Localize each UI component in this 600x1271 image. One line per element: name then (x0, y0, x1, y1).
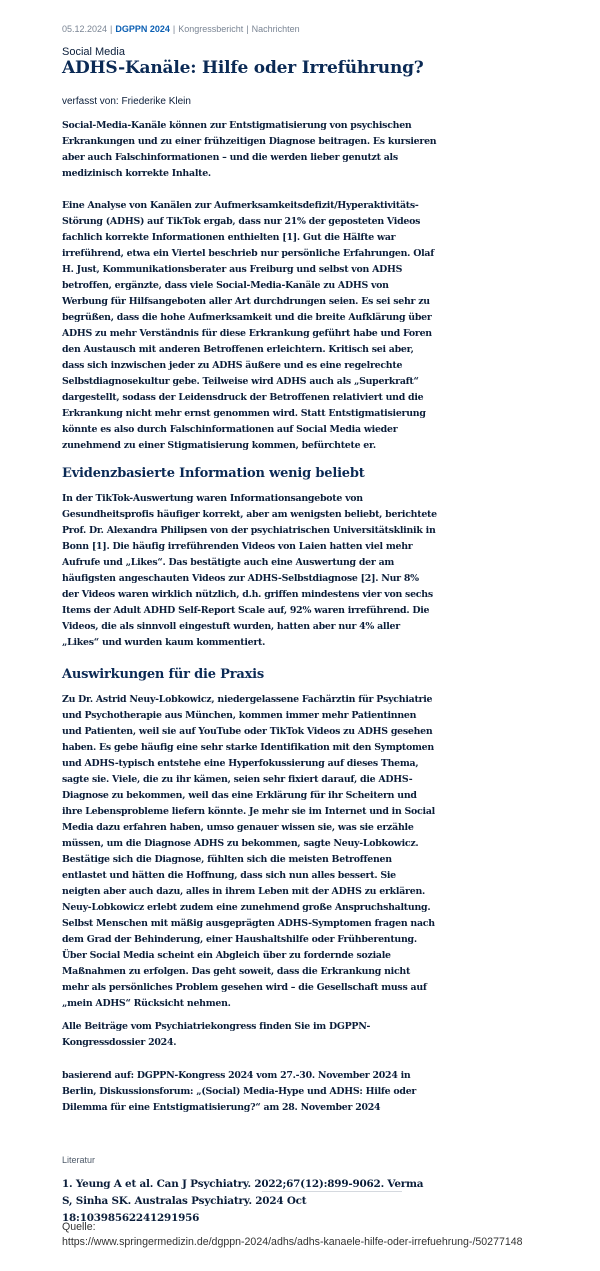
source-block (62, 1220, 592, 1250)
literature-text: 1. Yeung A et al. Can J Psychiatry. 2022;67(12):899-9062. Verma S, Sinha SK. Australas Psychiatry. 2024 Oct 18:10398562241291956 (62, 1178, 424, 1224)
source-label: Quelle: (62, 1221, 96, 1233)
article-paragraph-2: In der TikTok-Auswertung waren Informationsangebote von Gesundheitsprofis häufiger korrekt, aber am wenigsten beliebt, berichtete Prof. Dr. Alexandra Philipsen von der psychiatrischen Universitätsklinik in Bonn [1]. Die häufig irreführenden Videos von Laien hatten viel mehr Aufrufe und „Likes“. Das bestätigte auch eine Auswertung der am häufigsten angeschauten Videos zur ADHS-Selbstdiagnose [2]. Nur 8% der Videos waren wirklich nützlich, d.h. griffen mindestens vier von sechs Items der Adult ADHD Self-Report Scale auf, 92% waren irreführend. Die Videos, die als sinnvoll eingestuft wurden, hatten aber nur 4% aller „Likes“ und wurden kaum kommentiert. (62, 493, 437, 648)
article-rubric: Social Media (62, 46, 125, 58)
section-heading-evidence: Evidenzbasierte Information wenig beliebt (62, 466, 365, 481)
source-url[interactable]: https://www.springermedizin.de/dgppn-2024/adhs/adhs-kanaele-hilfe-oder-irrefuehrung-/50277148 (62, 1236, 523, 1248)
dossier-note: Alle Beiträge vom Psychiatriekongress finden Sie im DGPPN-Kongressdossier 2024. (62, 1021, 371, 1048)
article-title: ADHS-Kanäle: Hilfe oder Irreführung? (62, 58, 424, 78)
meta-separator: | (110, 24, 113, 34)
source-note: basierend auf: DGPPN-Kongress 2024 vom 27.-30. November 2024 in Berlin, Diskussionsforum: „(Social) Media-Hype und ADHS: Hilfe oder Dilemma für eine Entstigmatisierung?“ am 28. November 2024 (62, 1070, 417, 1113)
article-paragraph-1: Eine Analyse von Kanälen zur Aufmerksamkeitsdefizit/Hyperaktivitäts-Störung (ADHS) auf TikTok ergab, dass nur 21% der geposteten Videos fachlich korrekte Informationen enthielten [1]. Gut die Hälfte war irreführend, etwa ein Viertel beschrieb nur persönliche Erfahrungen. Olaf H. Just, Kommunikationsberater aus Freiburg und selbst von ADHS betroffen, ergänzte, dass viele Social-Media-Kanäle zu ADHS von Werbung für Hilfsangeboten aller Art durchdrungen seien. Es sei sehr zu begrüßen, dass die hohe Aufmerksamkeit und die breite Aufklärung über ADHS zu mehr Verständnis für diese Erkrankung geführt habe und Foren den Austausch mit anderen Betroffenen erleichtern. Kritisch sei aber, dass sich inzwischen jeder zu ADHS äußere und es eine regelrechte Selbstdiagnosekultur gebe. Teilweise wird ADHS auch als „Superkraft“ dargestellt, sodass der Leidensdruck der Betroffenen relativiert und die Erkrankung nicht mehr ernst genommen wird. Statt Entstigmatisierung könnte es also durch Falschinformationen auf Social Media wieder zunehmend zu einer Stigmatisierung kommen, befürchtete er. (62, 200, 435, 451)
article-paragraph-3: Zu Dr. Astrid Neuy-Lobkowicz, niedergelassene Fachärztin für Psychiatrie und Psychotherapie aus München, kommen immer mehr Patientinnen und Patienten, weil sie auf YouTube oder TikTok Videos zu ADHS gesehen haben. Es gebe häufig eine sehr starke Identifikation mit den Symptomen und ADHS-typisch entstehe eine Hyperfokussierung auf dieses Thema, sagte sie. Viele, die zu ihr kämen, seien sehr fixiert darauf, die ADHS-Diagnose zu bekommen, weil das eine Erklärung für ihr Scheitern und ihre Lebensprobleme liefern könnte. Je mehr sie im Internet und in Social Media dazu erfahren haben, umso genauer wissen sie, was sie erzähle müssen, um die Diagnose ADHS zu bekommen, sagte Neuy-Lobkowicz. Bestätige sich die Diagnose, fühlten sich die meisten Betroffenen entlastet und hätten die Hoffnung, dass sich nun alles bessert. Sie neigten aber auch dazu, alles in ihrem Leben mit der ADHS zu erklären. Neuy-Lobkowicz erlebt zudem eine zunehmend große Anspruchshaltung. Selbst Menschen mit mäßig ausgeprägten ADHS-Symptomen fragen nach dem Grad der Behinderung, einer Haushaltshilfe oder Frühberentung. Über Social Media scheint ein Abgleich über zu fordernde soziale Maßnahmen zu erfolgen. Das geht soweit, dass die Erkrankung nicht mehr als persönliches Problem gesehen wird – die Gesellschaft muss auf „mein ADHS“ Rücksicht nehmen. (62, 694, 435, 1009)
meta-category-link[interactable]: DGPPN 2024 (115, 24, 170, 34)
section-heading-practice: Auswirkungen für die Praxis (62, 667, 264, 682)
literature-label: Literatur (62, 1155, 96, 1165)
meta-type: Kongressbericht (178, 24, 244, 34)
meta-separator: | (172, 24, 176, 34)
meta-date: 05.12.2024 (62, 24, 108, 34)
article-lead: Social-Media-Kanäle können zur Entstigmatisierung von psychischen Erkrankungen und zu einer frühzeitigen Diagnose beitragen. Es kursieren aber auch Falschinformationen – und die werden lieber genutzt als medizinisch korrekte Inhalte. (62, 120, 437, 179)
article-author: verfasst von: Friederike Klein (62, 96, 191, 107)
meta-section: Nachrichten (251, 24, 300, 34)
literature-divider (262, 1191, 402, 1192)
meta-separator: | (246, 24, 249, 34)
article-meta (62, 24, 300, 34)
